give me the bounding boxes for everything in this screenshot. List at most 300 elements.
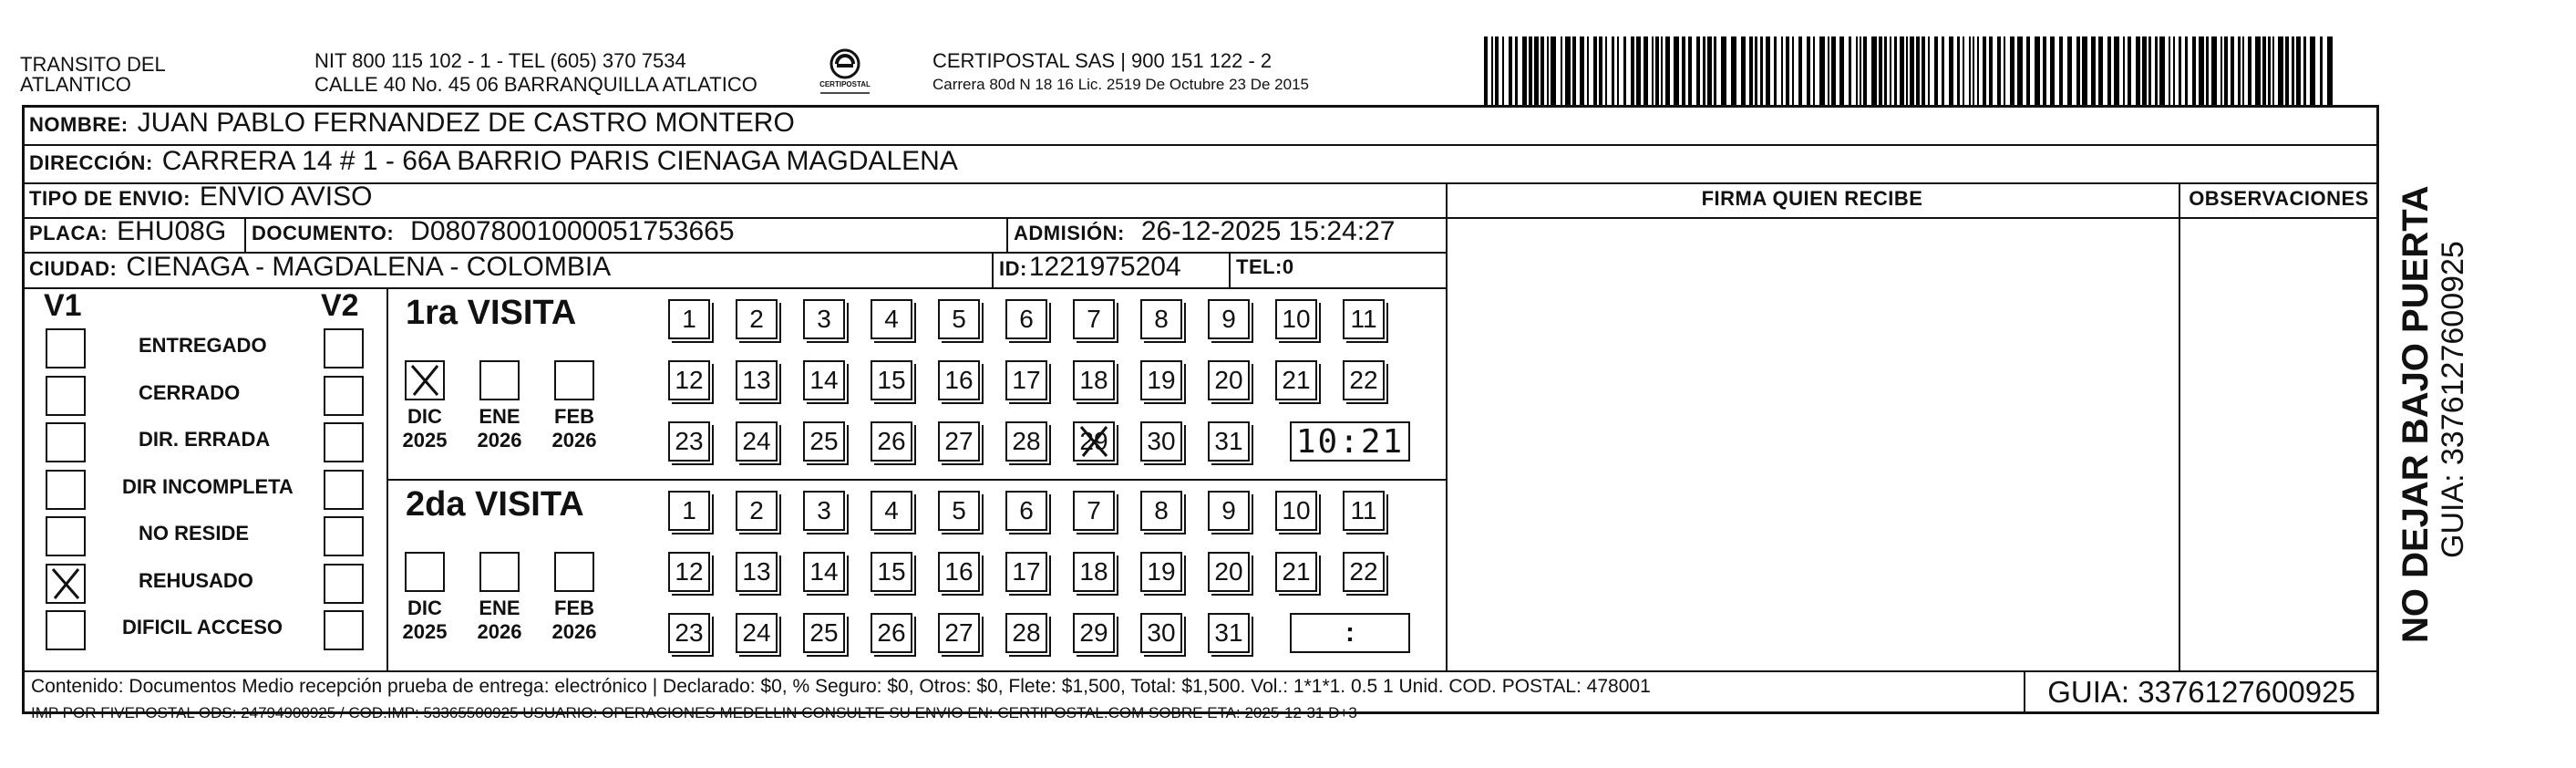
barcode-bar bbox=[2179, 36, 2181, 106]
x-mark-icon bbox=[407, 362, 443, 399]
barcode-bar bbox=[1792, 36, 1794, 106]
day-number: 2 bbox=[749, 305, 764, 333]
day-box[interactable] bbox=[1343, 552, 1385, 592]
barcode-bar bbox=[1871, 36, 1877, 106]
day-number: 20 bbox=[1214, 557, 1243, 586]
barcode-bar bbox=[1983, 36, 1986, 106]
barcode-bar bbox=[2067, 36, 2072, 106]
day-box[interactable] bbox=[1005, 552, 1047, 592]
barcode-bar bbox=[1547, 36, 1549, 106]
day-box[interactable] bbox=[871, 421, 912, 462]
barcode-bar bbox=[1831, 36, 1836, 106]
day-box[interactable] bbox=[1005, 421, 1047, 462]
barcode bbox=[1484, 36, 2334, 106]
v2-checkbox[interactable] bbox=[324, 422, 364, 462]
day-box[interactable] bbox=[871, 491, 912, 531]
barcode-bar bbox=[1623, 36, 1626, 106]
barcode-bar bbox=[2107, 36, 2111, 106]
day-number: 6 bbox=[1019, 305, 1034, 333]
v1-checkbox[interactable] bbox=[46, 516, 86, 556]
barcode-bar bbox=[1884, 36, 1887, 106]
day-box[interactable] bbox=[668, 491, 710, 531]
day-box[interactable] bbox=[668, 613, 710, 653]
day-number: 16 bbox=[944, 366, 974, 394]
barcode-bar bbox=[2159, 36, 2165, 106]
day-box[interactable] bbox=[1275, 491, 1317, 531]
barcode-bar bbox=[1894, 36, 1897, 106]
day-box[interactable] bbox=[1073, 491, 1115, 531]
day-box[interactable] bbox=[938, 421, 980, 462]
barcode-bar bbox=[1957, 36, 1960, 106]
barcode-bar bbox=[1890, 36, 1891, 106]
barcode-bar bbox=[2303, 36, 2306, 106]
day-box[interactable] bbox=[1343, 491, 1385, 531]
month-name: DIC bbox=[407, 405, 442, 428]
barcode-bar bbox=[1922, 36, 1925, 106]
shipment-type-label: TIPO DE ENVIO: bbox=[29, 187, 191, 210]
barcode-bar bbox=[2017, 36, 2023, 106]
barcode-bar bbox=[2224, 36, 2228, 106]
day-number: 16 bbox=[944, 557, 974, 586]
name-label: NOMBRE: bbox=[29, 113, 129, 136]
day-box[interactable] bbox=[803, 360, 845, 400]
v1-checkbox[interactable] bbox=[46, 564, 86, 604]
day-box[interactable] bbox=[938, 613, 980, 653]
day-box[interactable] bbox=[1005, 299, 1047, 339]
day-number: 21 bbox=[1282, 366, 1311, 394]
day-number: 17 bbox=[1012, 557, 1041, 586]
day-box[interactable] bbox=[736, 299, 778, 339]
month-name: FEB bbox=[554, 405, 594, 428]
barcode-bar bbox=[1495, 36, 1499, 106]
barcode-bar bbox=[2082, 36, 2087, 106]
barcode-bar bbox=[1906, 36, 1908, 106]
day-box[interactable] bbox=[668, 360, 710, 400]
barcode-bar bbox=[2211, 36, 2217, 106]
month-name: FEB bbox=[554, 597, 594, 619]
day-number: 15 bbox=[877, 366, 906, 394]
month-label bbox=[393, 597, 457, 644]
day-box[interactable] bbox=[1073, 613, 1115, 653]
barcode-bar bbox=[2296, 36, 2301, 106]
barcode-bar bbox=[2292, 36, 2294, 106]
barcode-bar bbox=[1593, 36, 1597, 106]
barcode-bar bbox=[1587, 36, 1589, 106]
month-year: 2026 bbox=[477, 620, 522, 643]
month-year: 2026 bbox=[551, 620, 597, 643]
day-box[interactable] bbox=[1208, 552, 1250, 592]
barcode-bar bbox=[1900, 36, 1904, 106]
status-option-label: CERRADO bbox=[139, 380, 241, 404]
day-number: 27 bbox=[944, 618, 974, 647]
day-box[interactable] bbox=[668, 552, 710, 592]
barcode-bar bbox=[2098, 36, 2103, 106]
barcode-bar bbox=[1942, 36, 1944, 106]
day-number: 19 bbox=[1147, 366, 1176, 394]
barcode-bar bbox=[1561, 36, 1562, 106]
day-number: 3 bbox=[817, 496, 831, 524]
day-number: 12 bbox=[675, 557, 704, 586]
barcode-bar bbox=[2272, 36, 2274, 106]
day-number: 22 bbox=[1349, 557, 1378, 586]
barcode-bar bbox=[2231, 36, 2234, 106]
day-box[interactable] bbox=[1140, 421, 1182, 462]
day-box[interactable] bbox=[1208, 491, 1250, 531]
month-name: DIC bbox=[407, 597, 442, 619]
month-checkbox[interactable] bbox=[554, 360, 594, 400]
day-box[interactable] bbox=[871, 299, 912, 339]
barcode-bar bbox=[2114, 36, 2119, 106]
day-box[interactable] bbox=[1343, 360, 1385, 400]
barcode-bar bbox=[1707, 36, 1712, 106]
barcode-bar bbox=[1786, 36, 1789, 106]
day-box[interactable] bbox=[1140, 552, 1182, 592]
day-box[interactable] bbox=[736, 613, 778, 653]
day-box[interactable] bbox=[803, 613, 845, 653]
barcode-bar bbox=[2238, 36, 2241, 106]
observations-header: OBSERVACIONES bbox=[2189, 187, 2369, 210]
barcode-bar bbox=[2242, 36, 2244, 106]
month-checkbox[interactable] bbox=[405, 360, 445, 400]
admission-label: ADMISIÓN: bbox=[1014, 222, 1125, 244]
tel-label: TEL: bbox=[1236, 255, 1283, 278]
barcode-bar bbox=[2199, 36, 2204, 106]
day-number: 2 bbox=[749, 496, 764, 524]
signature-area[interactable] bbox=[1449, 221, 2175, 668]
month-label bbox=[468, 597, 531, 644]
logo-text: CERTIPOSTAL bbox=[819, 80, 871, 88]
day-number: 5 bbox=[952, 305, 966, 333]
day-number: 5 bbox=[952, 496, 966, 524]
day-box[interactable] bbox=[871, 613, 912, 653]
barcode-bar bbox=[1916, 36, 1920, 106]
barcode-bar bbox=[2278, 36, 2283, 106]
barcode-bar bbox=[2059, 36, 2063, 106]
month-checkbox[interactable] bbox=[554, 552, 594, 592]
barcode-bar bbox=[1977, 36, 1979, 106]
status-option-label: ENTREGADO bbox=[139, 334, 267, 357]
day-number: 10 bbox=[1282, 305, 1311, 333]
plate-value: EHU08G bbox=[117, 216, 227, 246]
signature-header: FIRMA QUIEN RECIBE bbox=[1701, 187, 1923, 210]
day-number: 28 bbox=[1012, 427, 1041, 455]
day-box[interactable] bbox=[1208, 421, 1250, 462]
day-number: 18 bbox=[1079, 557, 1108, 586]
barcode-bar bbox=[2320, 36, 2323, 106]
day-number: 31 bbox=[1214, 618, 1243, 647]
barcode-bar bbox=[1969, 36, 1971, 106]
day-box[interactable] bbox=[938, 299, 980, 339]
day-box[interactable] bbox=[1005, 360, 1047, 400]
side-warning: NO DEJAR BAJO PUERTA bbox=[2396, 185, 2436, 643]
footer-guide: GUIA: 3376127600925 bbox=[2047, 675, 2355, 709]
barcode-bar bbox=[1572, 36, 1576, 106]
barcode-bar bbox=[1860, 36, 1861, 106]
barcode-bar bbox=[1973, 36, 1974, 106]
day-box[interactable] bbox=[803, 491, 845, 531]
v1-checkbox[interactable] bbox=[46, 610, 86, 650]
day-number: 20 bbox=[1214, 366, 1243, 394]
barcode-bar bbox=[1934, 36, 1938, 106]
day-box[interactable] bbox=[1208, 613, 1250, 653]
day-box[interactable] bbox=[803, 421, 845, 462]
visit-title: 1ra VISITA bbox=[406, 294, 577, 332]
day-box[interactable] bbox=[1073, 299, 1115, 339]
barcode-bar bbox=[2076, 36, 2080, 106]
city-value: CIENAGA - MAGDALENA - COLOMBIA bbox=[126, 252, 612, 282]
courier-company: CERTIPOSTAL SAS | 900 151 122 - 2 bbox=[933, 49, 1273, 72]
day-box[interactable] bbox=[1073, 360, 1115, 400]
day-number: 11 bbox=[1350, 496, 1377, 524]
barcode-bar bbox=[1599, 36, 1602, 106]
barcode-bar bbox=[2185, 36, 2188, 106]
day-box[interactable] bbox=[938, 360, 980, 400]
day-box[interactable] bbox=[1275, 299, 1317, 339]
barcode-bar bbox=[1484, 36, 1488, 106]
day-box[interactable] bbox=[803, 552, 845, 592]
courier-license: Carrera 80d N 18 16 Lic. 2519 De Octubre 23 De 2015 bbox=[933, 76, 1309, 93]
day-number: 31 bbox=[1214, 427, 1243, 455]
v1-checkbox[interactable] bbox=[46, 376, 86, 416]
day-number: 17 bbox=[1012, 366, 1041, 394]
day-number: 27 bbox=[944, 427, 974, 455]
day-number: 21 bbox=[1282, 557, 1311, 586]
month-checkbox[interactable] bbox=[479, 360, 520, 400]
day-box[interactable] bbox=[1343, 299, 1385, 339]
day-box[interactable] bbox=[668, 299, 710, 339]
day-box[interactable] bbox=[938, 491, 980, 531]
barcode-bar bbox=[1819, 36, 1825, 106]
tel-value: 0 bbox=[1282, 255, 1294, 278]
v2-checkbox[interactable] bbox=[324, 610, 364, 650]
barcode-bar bbox=[1529, 36, 1532, 106]
barcode-bar bbox=[1580, 36, 1584, 106]
day-number: 23 bbox=[675, 427, 704, 455]
barcode-bar bbox=[2155, 36, 2158, 106]
x-mark-icon bbox=[1075, 423, 1113, 460]
barcode-bar bbox=[1491, 36, 1493, 106]
month-year: 2026 bbox=[477, 429, 522, 451]
sender-address: CALLE 40 No. 45 06 BARRANQUILLA ATLATICO bbox=[314, 73, 757, 96]
barcode-bar bbox=[1696, 36, 1700, 106]
barcode-bar bbox=[2128, 36, 2131, 106]
day-number: 28 bbox=[1012, 618, 1041, 647]
document-label: DOCUMENTO: bbox=[252, 222, 395, 244]
visit-title: 2da VISITA bbox=[406, 485, 584, 524]
day-number: 6 bbox=[1019, 496, 1034, 524]
status-option-label: DIR INCOMPLETA bbox=[122, 474, 294, 498]
status-option-label: DIFICIL ACCESO bbox=[122, 616, 283, 638]
day-number: 29 bbox=[1079, 427, 1108, 455]
barcode-bar bbox=[2050, 36, 2055, 106]
day-box[interactable] bbox=[1140, 613, 1182, 653]
status-option-label: REHUSADO bbox=[139, 568, 253, 592]
barcode-bar bbox=[1741, 36, 1746, 106]
v2-checkbox[interactable] bbox=[324, 564, 364, 604]
certipostal-logo bbox=[813, 40, 877, 104]
barcode-bar bbox=[1766, 36, 1770, 106]
day-box[interactable] bbox=[1005, 491, 1047, 531]
day-number: 14 bbox=[809, 557, 839, 586]
sender-nit: NIT 800 115 102 - 1 - TEL (605) 370 7534 bbox=[314, 49, 686, 72]
day-number: 8 bbox=[1154, 305, 1169, 333]
v1-checkbox[interactable] bbox=[46, 470, 86, 510]
day-number: 14 bbox=[809, 366, 839, 394]
v2-checkbox[interactable] bbox=[324, 470, 364, 510]
day-number: 15 bbox=[877, 557, 906, 586]
month-checkbox[interactable] bbox=[405, 552, 445, 592]
day-box[interactable] bbox=[736, 491, 778, 531]
side-guide: GUIA: 3376127600925 bbox=[2436, 241, 2470, 558]
id-label: ID: bbox=[999, 257, 1027, 280]
barcode-bar bbox=[1703, 36, 1705, 106]
barcode-bar bbox=[1910, 36, 1914, 106]
day-number: 24 bbox=[742, 618, 771, 647]
barcode-bar bbox=[1928, 36, 1930, 106]
day-number: 26 bbox=[877, 618, 906, 647]
month-label bbox=[542, 597, 606, 644]
barcode-bar bbox=[1989, 36, 1993, 106]
month-year: 2025 bbox=[402, 429, 448, 451]
day-number: 25 bbox=[809, 427, 839, 455]
barcode-bar bbox=[1849, 36, 1851, 106]
barcode-bar bbox=[1863, 36, 1867, 106]
barcode-bar bbox=[2091, 36, 2096, 106]
day-box[interactable] bbox=[1275, 360, 1317, 400]
barcode-bar bbox=[2010, 36, 2014, 106]
day-box[interactable] bbox=[1208, 299, 1250, 339]
day-box[interactable] bbox=[1073, 421, 1115, 462]
city-label: CIUDAD: bbox=[29, 257, 118, 280]
barcode-bar bbox=[1731, 36, 1736, 106]
visit-time-field[interactable]: : bbox=[1290, 613, 1410, 653]
status-option-label: DIR. ERRADA bbox=[139, 428, 271, 451]
day-number: 29 bbox=[1079, 618, 1108, 647]
month-year: 2026 bbox=[551, 429, 597, 451]
barcode-bar bbox=[2136, 36, 2140, 106]
barcode-bar bbox=[1749, 36, 1753, 106]
day-number: 9 bbox=[1221, 496, 1236, 524]
day-box[interactable] bbox=[938, 552, 980, 592]
day-number: 19 bbox=[1147, 557, 1176, 586]
barcode-bar bbox=[1798, 36, 1802, 106]
barcode-bar bbox=[2148, 36, 2151, 106]
day-box[interactable] bbox=[1140, 299, 1182, 339]
barcode-bar bbox=[1540, 36, 1544, 106]
barcode-bar bbox=[2310, 36, 2315, 106]
barcode-bar bbox=[1509, 36, 1512, 106]
address-label: DIRECCIÓN: bbox=[29, 151, 153, 174]
day-number: 4 bbox=[884, 496, 899, 524]
day-box[interactable] bbox=[1140, 491, 1182, 531]
day-number: 30 bbox=[1147, 618, 1176, 647]
day-box[interactable] bbox=[803, 299, 845, 339]
month-checkbox[interactable] bbox=[479, 552, 520, 592]
day-number: 24 bbox=[742, 427, 771, 455]
barcode-bar bbox=[2192, 36, 2196, 106]
barcode-bar bbox=[2169, 36, 2170, 106]
day-box[interactable] bbox=[1005, 613, 1047, 653]
day-number: 7 bbox=[1087, 305, 1101, 333]
barcode-bar bbox=[1674, 36, 1679, 106]
day-box[interactable] bbox=[871, 552, 912, 592]
day-number: 10 bbox=[1282, 496, 1311, 524]
v1-checkbox[interactable] bbox=[46, 328, 86, 368]
day-box[interactable] bbox=[1275, 552, 1317, 592]
day-number: 4 bbox=[884, 305, 899, 333]
visit-time-field[interactable]: 10:21 bbox=[1290, 421, 1410, 462]
day-number: 13 bbox=[742, 366, 771, 394]
day-box[interactable] bbox=[668, 421, 710, 462]
shipment-type: ENVIO AVISO bbox=[199, 182, 373, 212]
barcode-bar bbox=[2123, 36, 2125, 106]
day-box[interactable] bbox=[736, 421, 778, 462]
barcode-bar bbox=[1522, 36, 1527, 106]
v2-checkbox[interactable] bbox=[324, 376, 364, 416]
barcode-bar bbox=[1652, 36, 1654, 106]
barcode-bar bbox=[2043, 36, 2046, 106]
month-name: ENE bbox=[479, 405, 520, 428]
barcode-bar bbox=[2327, 36, 2333, 106]
barcode-bar bbox=[1551, 36, 1556, 106]
document-value: D08078001000051753665 bbox=[410, 216, 735, 246]
day-box[interactable] bbox=[871, 360, 912, 400]
barcode-bar bbox=[2255, 36, 2261, 106]
barcode-bar bbox=[1856, 36, 1858, 106]
barcode-bar bbox=[2026, 36, 2030, 106]
month-year: 2025 bbox=[402, 620, 448, 643]
barcode-bar bbox=[1721, 36, 1726, 106]
barcode-bar bbox=[1963, 36, 1964, 106]
day-number: 12 bbox=[675, 366, 704, 394]
print-info-line: IMP POR FIVEPOSTAL ODS: 24794900925 / COD.IMP: 53365500925 USUARIO: OPERACIONES MEDELLIN CONSULTE SU ENVIO EN: CERTIPOSTAL.COM SOBRE ETA: 2025-12-31 D+3 bbox=[31, 704, 1357, 721]
day-number: 11 bbox=[1350, 305, 1377, 333]
barcode-bar bbox=[1682, 36, 1685, 106]
barcode-bar bbox=[2004, 36, 2005, 106]
day-number: 26 bbox=[877, 427, 906, 455]
day-number: 22 bbox=[1349, 366, 1378, 394]
day-box[interactable] bbox=[1140, 360, 1182, 400]
barcode-bar bbox=[1688, 36, 1692, 106]
barcode-bar bbox=[2173, 36, 2175, 106]
barcode-bar bbox=[1636, 36, 1641, 106]
barcode-bar bbox=[1534, 36, 1539, 106]
contents-line: Contenido: Documentos Medio recepción prueba de entrega: electrónico | Declarado: $0, % Seguro: $0, Otros: $0, Flete: $1,500, Total: $1,500. Vol.: 1*1*1. 0.5 1 Unid. COD. POSTAL: 478001 bbox=[31, 676, 1651, 697]
day-number: 13 bbox=[742, 557, 771, 586]
v1-checkbox[interactable] bbox=[46, 422, 86, 462]
day-box[interactable] bbox=[736, 360, 778, 400]
day-box[interactable] bbox=[1208, 360, 1250, 400]
v2-checkbox[interactable] bbox=[324, 328, 364, 368]
day-box[interactable] bbox=[1073, 552, 1115, 592]
plate-label: PLACA: bbox=[29, 222, 108, 244]
observations-area[interactable] bbox=[2182, 221, 2375, 668]
barcode-bar bbox=[1612, 36, 1614, 106]
sender-name-line2: ATLANTICO bbox=[20, 73, 131, 96]
barcode-bar bbox=[2262, 36, 2266, 106]
barcode-bar bbox=[1879, 36, 1882, 106]
month-label bbox=[542, 405, 606, 452]
v2-checkbox[interactable] bbox=[324, 516, 364, 556]
barcode-bar bbox=[2268, 36, 2271, 106]
barcode-bar bbox=[1605, 36, 1607, 106]
day-box[interactable] bbox=[736, 552, 778, 592]
day-number: 1 bbox=[682, 496, 696, 524]
barcode-bar bbox=[1502, 36, 1504, 106]
day-number: 7 bbox=[1087, 496, 1101, 524]
barcode-bar bbox=[1807, 36, 1810, 106]
barcode-bar bbox=[2206, 36, 2209, 106]
